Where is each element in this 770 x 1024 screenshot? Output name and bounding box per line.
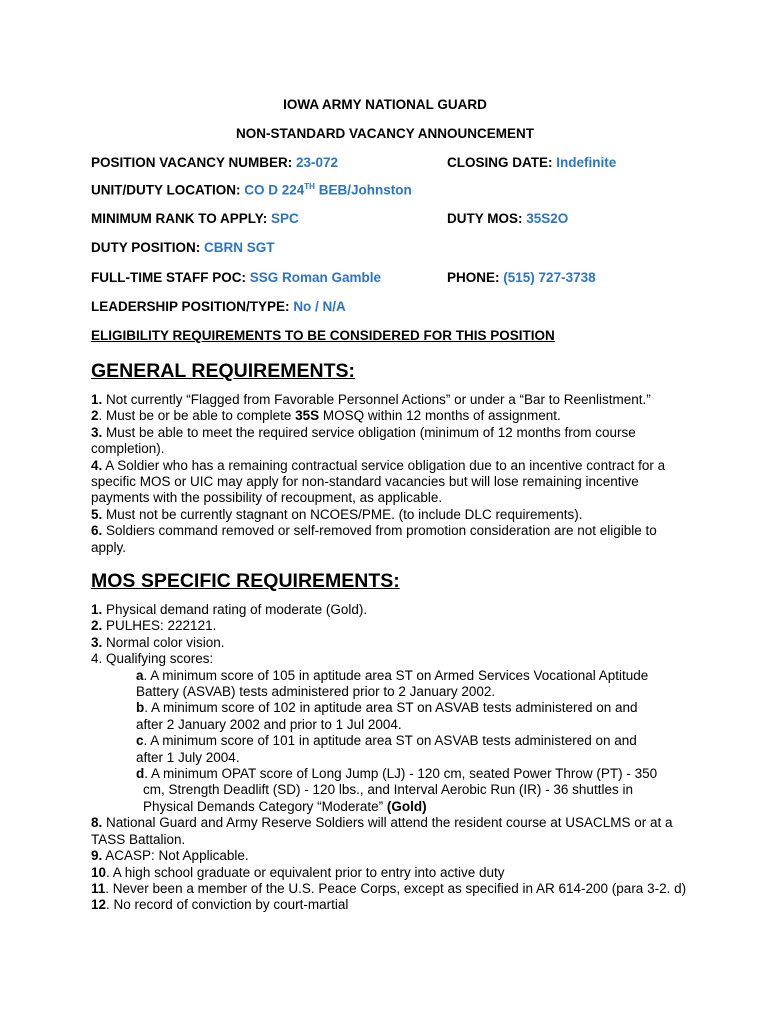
unit-value-pre: CO D 224 <box>244 182 305 198</box>
rank-value: SPC <box>271 211 299 226</box>
closing-value: Indefinite <box>556 155 617 170</box>
position-field <box>91 240 275 255</box>
org-title: IOWA ARMY NATIONAL GUARD <box>283 97 487 112</box>
rank-field <box>91 211 299 226</box>
leadership-label: LEADERSHIP POSITION/TYPE: <box>91 299 290 314</box>
unit-value-post: BEB/Johnston <box>318 182 412 198</box>
doc-title: NON-STANDARD VACANCY ANNOUNCEMENT <box>236 126 534 141</box>
poc-field <box>91 270 381 285</box>
general-requirements-list <box>91 392 691 556</box>
list-item: 11. Never been a member of the U.S. Peace Corps, except as specified in AR 614-200 (para 3-2. d) <box>91 880 687 896</box>
mos-requirements-heading: MOS SPECIFIC REQUIREMENTS: <box>91 570 400 592</box>
list-item: 10. A high school graduate or equivalent prior to entry into active duty <box>91 864 505 880</box>
phone-value: (515) 727-3738 <box>503 270 596 285</box>
phone-label: PHONE: <box>447 270 500 285</box>
list-subitem-cont: Physical Demands Category “Moderate” (Gold) <box>143 798 427 814</box>
leadership-field <box>91 299 346 314</box>
general-requirements-heading: GENERAL REQUIREMENTS: <box>91 360 355 382</box>
list-subitem: c. A minimum score of 101 in aptitude area ST on ASVAB tests administered on and <box>136 733 637 749</box>
list-subitem-cont: after 2 January 2002 and prior to 1 Jul 2004. <box>136 716 402 732</box>
list-subitem-cont: Battery (ASVAB) tests administered prior to 2 January 2002. <box>136 684 496 700</box>
list-item: 2. Must be or be able to complete 35S MOSQ within 12 months of assignment. <box>91 408 561 424</box>
closing-field <box>447 155 616 170</box>
list-subitem: d. A minimum OPAT score of Long Jump (LJ) - 120 cm, seated Power Throw (PT) - 350 <box>136 766 658 782</box>
poc-value: SSG Roman Gamble <box>249 270 382 285</box>
list-item: 1. Not currently “Flagged from Favorable Personnel Actions” or under a “Bar to Reenlistment.” <box>91 392 651 407</box>
list-subitem: b. A minimum score of 102 in aptitude area ST on ASVAB tests administered on and <box>136 700 638 716</box>
list-item: 12. No record of conviction by court-martial <box>91 897 349 913</box>
mos-requirements-list <box>91 602 691 914</box>
list-item: 8. National Guard and Army Reserve Soldiers will attend the resident course at USACLMS or at a TASS Battalion. <box>91 815 673 847</box>
rank-label: MINIMUM RANK TO APPLY: <box>91 211 268 226</box>
phone-field <box>447 270 596 285</box>
unit-label: UNIT/DUTY LOCATION: <box>91 182 241 198</box>
list-item: 3. Normal color vision. <box>91 634 225 650</box>
list-subitem: a. A minimum score of 105 in aptitude area ST on Armed Services Vocational Aptitude <box>136 667 649 683</box>
list-item: 2. PULHES: 222121. <box>91 618 217 634</box>
mos-value: 35S2O <box>526 211 569 226</box>
list-item: 6. Soldiers command removed or self-removed from promotion consideration are not eligible to apply. <box>91 523 657 555</box>
unit-value-sup: TH <box>304 182 315 191</box>
list-item: 9. ACASP: Not Applicable. <box>91 848 249 864</box>
leadership-value: No / N/A <box>293 299 346 314</box>
mos-label: DUTY MOS: <box>447 211 523 226</box>
list-item: 3. Must be able to meet the required service obligation (minimum of 12 months from course completion). <box>91 424 636 457</box>
position-label: DUTY POSITION: <box>91 240 201 255</box>
position-value: CBRN SGT <box>204 240 275 255</box>
list-subitem-cont: after 1 July 2004. <box>136 749 240 765</box>
closing-label: CLOSING DATE: <box>447 155 553 170</box>
list-item: 4. A Soldier who has a remaining contractual service obligation due to an incentive contract for a specific MOS or UIC may apply for non-standard vacancies but will lose remaining incentive payments with the possibility of recoupment, as applicable. <box>91 457 666 506</box>
pvn-field <box>91 155 338 170</box>
list-subitem-cont: cm, Strength Deadlift (SD) - 120 lbs., and Interval Aerobic Run (IR) - 36 shuttles in <box>143 782 633 798</box>
unit-field <box>91 182 412 198</box>
poc-label: FULL-TIME STAFF POC: <box>91 270 246 285</box>
list-item: 1. Physical demand rating of moderate (Gold). <box>91 602 368 617</box>
pvn-value: 23-072 <box>296 155 339 170</box>
eligibility-heading: ELIGIBILITY REQUIREMENTS TO BE CONSIDERED FOR THIS POSITION <box>91 328 555 343</box>
pvn-label: POSITION VACANCY NUMBER: <box>91 155 293 170</box>
mos-field <box>447 211 568 226</box>
list-item: 5. Must not be currently stagnant on NCOES/PME. (to include DLC requirements). <box>91 506 583 522</box>
list-item: 4. Qualifying scores: <box>91 651 214 667</box>
